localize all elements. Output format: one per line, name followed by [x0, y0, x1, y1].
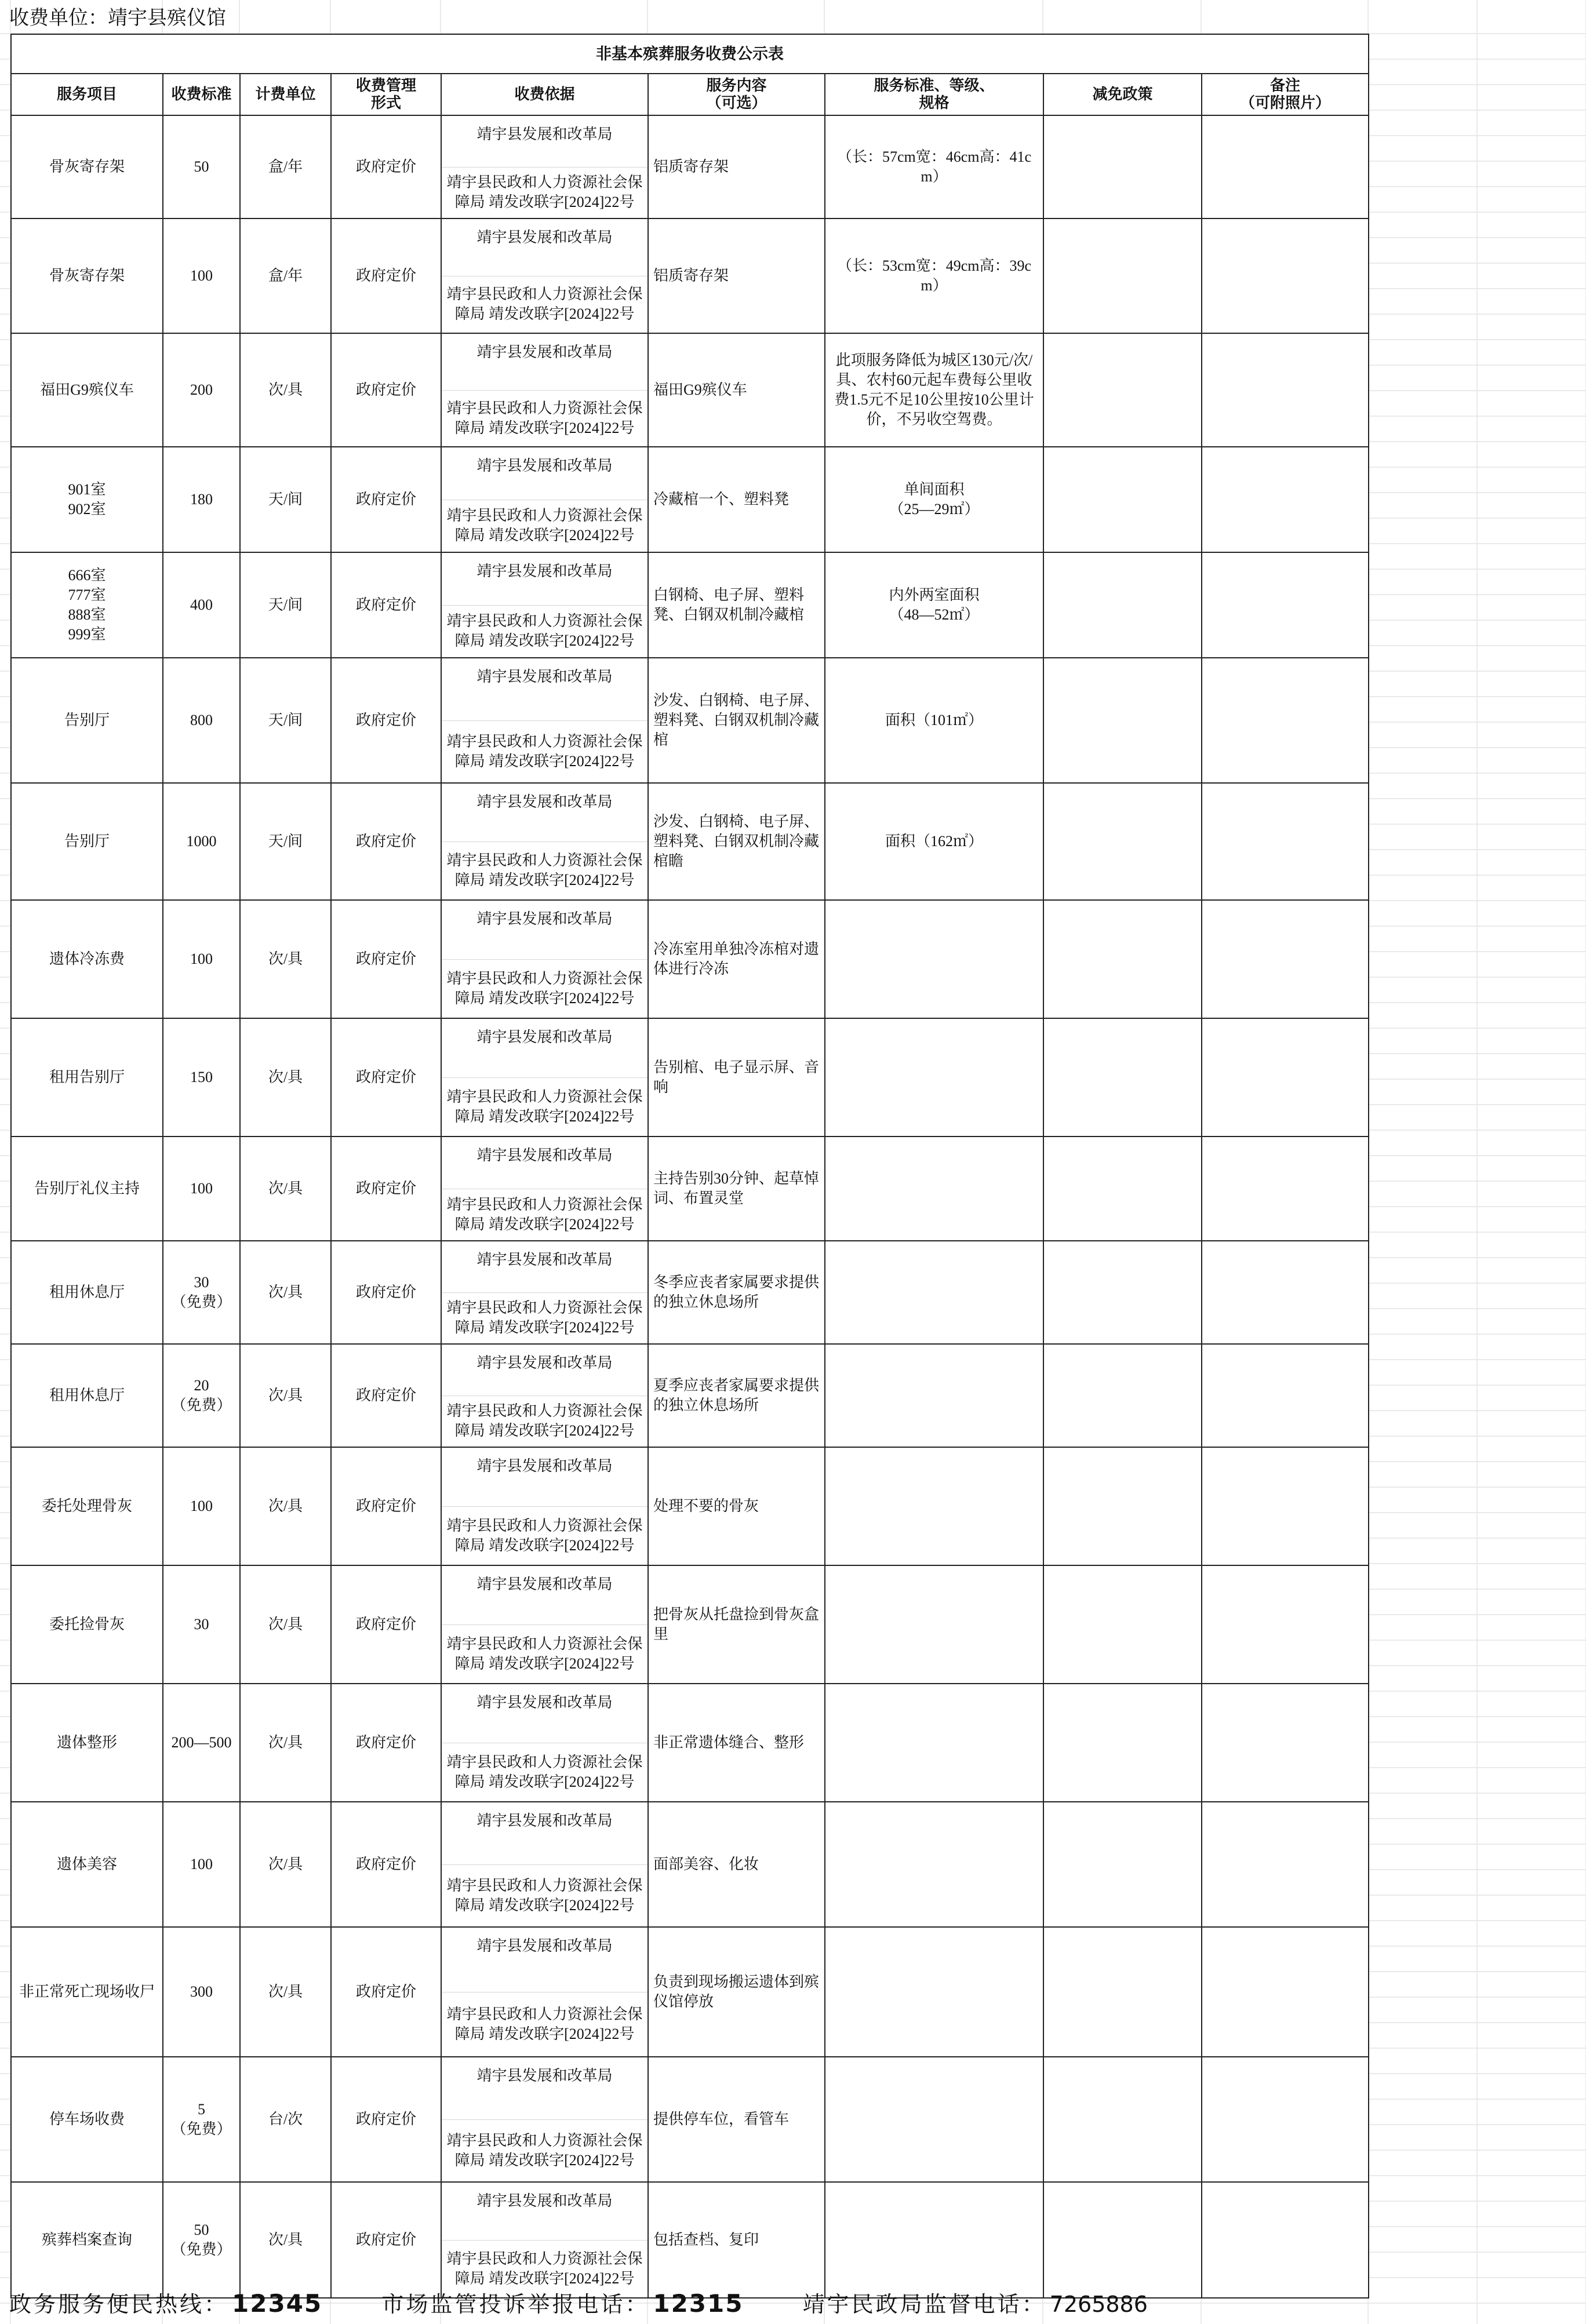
waiver-cell — [1043, 900, 1202, 1018]
header-mgmt-form: 收费管理 形式 — [331, 74, 441, 115]
market-number: 12315 — [653, 2289, 744, 2318]
basis-document: 靖宇县民政和人力资源社会保障局 靖发改联字[2024]22号 — [442, 1992, 648, 2056]
content-cell: 冷藏棺一个、塑料凳 — [648, 447, 825, 552]
price-cell: 300 — [163, 1927, 240, 2057]
basis-document: 靖宇县民政和人力资源社会保障局 靖发改联字[2024]22号 — [442, 1864, 648, 1926]
mgmt-form-cell: 政府定价 — [331, 1565, 441, 1684]
service-item-cell: 租用休息厅 — [11, 1241, 163, 1344]
basis-agency: 靖宇县发展和改革局 — [476, 1147, 613, 1164]
waiver-cell — [1043, 783, 1202, 900]
table-row — [11, 1018, 1369, 1136]
table-row — [11, 2182, 1369, 2298]
basis-cell — [441, 2182, 648, 2298]
service-item-cell: 901室 902室 — [11, 447, 163, 552]
price-cell: 5 （免费） — [163, 2057, 240, 2182]
market-label: 市场监管投诉举报电话： — [381, 2292, 650, 2317]
basis-cell — [441, 1447, 648, 1565]
waiver-cell — [1043, 447, 1202, 552]
basis-document: 靖宇县民政和人力资源社会保障局 靖发改联字[2024]22号 — [442, 390, 648, 446]
unit-cell: 盒/年 — [240, 115, 331, 218]
remark-cell — [1202, 1802, 1369, 1927]
basis-agency: 靖宇县发展和改革局 — [476, 1029, 613, 1046]
service-item-cell: 殡葬档案查询 — [11, 2182, 163, 2298]
content-cell: 告别棺、电子显示屏、音响 — [648, 1018, 825, 1136]
basis-agency: 靖宇县发展和改革局 — [476, 2192, 613, 2209]
basis-cell — [441, 900, 648, 1018]
unit-cell: 次/具 — [240, 1344, 331, 1447]
header-service-item: 服务项目 — [11, 74, 163, 115]
service-item-cell: 委托捡骨灰 — [11, 1565, 163, 1684]
header-content: 服务内容 （可选） — [648, 74, 825, 115]
basis-cell — [441, 1802, 648, 1927]
basis-agency: 靖宇县发展和改革局 — [476, 910, 613, 927]
spec-cell: 内外两室面积 （48—52㎡） — [825, 552, 1043, 658]
table-row — [11, 900, 1369, 1018]
basis-cell — [441, 1344, 648, 1447]
service-item-cell: 骨灰寄存架 — [11, 218, 163, 333]
unit-cell: 次/具 — [240, 1684, 331, 1802]
basis-cell — [441, 2057, 648, 2182]
table-caption: 非基本殡葬服务收费公示表 — [11, 34, 1369, 74]
fee-table — [10, 34, 1369, 2298]
price-cell: 200 — [163, 333, 240, 447]
spec-cell: 面积（101㎡） — [825, 658, 1043, 783]
basis-document: 靖宇县民政和人力资源社会保障局 靖发改联字[2024]22号 — [442, 720, 648, 782]
service-item-cell: 遗体冷冻费 — [11, 900, 163, 1018]
price-cell: 100 — [163, 1136, 240, 1241]
basis-cell — [441, 1241, 648, 1344]
basis-agency: 靖宇县发展和改革局 — [476, 126, 613, 143]
basis-agency: 靖宇县发展和改革局 — [476, 668, 613, 685]
basis-document: 靖宇县民政和人力资源社会保障局 靖发改联字[2024]22号 — [442, 276, 648, 332]
table-row — [11, 1927, 1369, 2057]
remark-cell — [1202, 2182, 1369, 2298]
basis-agency: 靖宇县发展和改革局 — [476, 2067, 613, 2084]
spec-cell: 面积（162㎡） — [825, 783, 1043, 900]
civil-number: 7265886 — [1049, 2292, 1148, 2317]
basis-document: 靖宇县民政和人力资源社会保障局 靖发改联字[2024]22号 — [442, 2119, 648, 2181]
basis-document: 靖宇县民政和人力资源社会保障局 靖发改联字[2024]22号 — [442, 1743, 648, 1801]
waiver-cell — [1043, 115, 1202, 218]
basis-document: 靖宇县民政和人力资源社会保障局 靖发改联字[2024]22号 — [442, 2240, 648, 2297]
remark-cell — [1202, 1136, 1369, 1241]
waiver-cell — [1043, 1447, 1202, 1565]
service-item-cell: 告别厅 — [11, 658, 163, 783]
content-cell: 白钢椅、电子屏、塑料凳、白钢双机制冷藏棺 — [648, 552, 825, 658]
basis-cell — [441, 115, 648, 218]
mgmt-form-cell: 政府定价 — [331, 333, 441, 447]
content-cell: 夏季应丧者家属要求提供的独立休息场所 — [648, 1344, 825, 1447]
spec-cell: （长：53cm宽：49cm高：39cm） — [825, 218, 1043, 333]
basis-cell — [441, 447, 648, 552]
spec-cell — [825, 1447, 1043, 1565]
content-cell: 铝质寄存架 — [648, 115, 825, 218]
waiver-cell — [1043, 2057, 1202, 2182]
basis-cell — [441, 552, 648, 658]
price-cell: 150 — [163, 1018, 240, 1136]
service-item-cell: 非正常死亡现场收尸 — [11, 1927, 163, 2057]
price-cell: 1000 — [163, 783, 240, 900]
remark-cell — [1202, 1018, 1369, 1136]
remark-cell — [1202, 1344, 1369, 1447]
service-item-cell: 告别厅礼仪主持 — [11, 1136, 163, 1241]
basis-document: 靖宇县民政和人力资源社会保障局 靖发改联字[2024]22号 — [442, 1624, 648, 1682]
table-row — [11, 1802, 1369, 1927]
basis-agency: 靖宇县发展和改革局 — [476, 1576, 613, 1593]
basis-agency: 靖宇县发展和改革局 — [476, 457, 613, 474]
header-remark: 备注 （可附照片） — [1202, 74, 1369, 115]
remark-cell — [1202, 1565, 1369, 1684]
unit-cell: 台/次 — [240, 2057, 331, 2182]
price-cell: 100 — [163, 900, 240, 1018]
remark-cell — [1202, 2057, 1369, 2182]
content-cell: 提供停车位，看管车 — [648, 2057, 825, 2182]
unit-cell: 次/具 — [240, 1565, 331, 1684]
content-cell: 沙发、白钢椅、电子屏、塑料凳、白钢双机制冷藏棺 — [648, 658, 825, 783]
service-item-cell: 666室 777室 888室 999室 — [11, 552, 163, 658]
mgmt-form-cell: 政府定价 — [331, 2182, 441, 2298]
content-cell: 沙发、白钢椅、电子屏、塑料凳、白钢双机制冷藏棺瞻 — [648, 783, 825, 900]
basis-cell — [441, 1927, 648, 2057]
basis-agency: 靖宇县发展和改革局 — [476, 563, 613, 580]
remark-cell — [1202, 1447, 1369, 1565]
basis-document: 靖宇县民政和人力资源社会保障局 靖发改联字[2024]22号 — [442, 1189, 648, 1240]
basis-agency: 靖宇县发展和改革局 — [476, 229, 613, 246]
mgmt-form-cell: 政府定价 — [331, 447, 441, 552]
spec-cell — [825, 2057, 1043, 2182]
mgmt-form-cell: 政府定价 — [331, 1447, 441, 1565]
table-row — [11, 115, 1369, 218]
spec-cell — [825, 1802, 1043, 1927]
mgmt-form-cell: 政府定价 — [331, 1802, 441, 1927]
basis-agency: 靖宇县发展和改革局 — [476, 344, 613, 360]
mgmt-form-cell: 政府定价 — [331, 900, 441, 1018]
mgmt-form-cell: 政府定价 — [331, 783, 441, 900]
price-cell: 50 （免费） — [163, 2182, 240, 2298]
waiver-cell — [1043, 1802, 1202, 1927]
service-item-cell: 遗体美容 — [11, 1802, 163, 1927]
unit-cell: 次/具 — [240, 1802, 331, 1927]
content-cell: 负责到现场搬运遗体到殡仪馆停放 — [648, 1927, 825, 2057]
basis-cell — [441, 1136, 648, 1241]
basis-agency: 靖宇县发展和改革局 — [476, 1251, 613, 1268]
remark-cell — [1202, 900, 1369, 1018]
unit-cell: 次/具 — [240, 2182, 331, 2298]
spec-cell: 此项服务降低为城区130元/次/具、农村60元起车费每公里收费1.5元不足10公里按10公里计价，不另收空驾费。 — [825, 333, 1043, 447]
service-item-cell: 骨灰寄存架 — [11, 115, 163, 218]
basis-document: 靖宇县民政和人力资源社会保障局 靖发改联字[2024]22号 — [442, 1506, 648, 1564]
spec-cell — [825, 900, 1043, 1018]
table-row — [11, 1684, 1369, 1802]
remark-cell — [1202, 1241, 1369, 1344]
price-cell: 800 — [163, 658, 240, 783]
service-item-cell: 告别厅 — [11, 783, 163, 900]
waiver-cell — [1043, 658, 1202, 783]
mgmt-form-cell: 政府定价 — [331, 2057, 441, 2182]
basis-document: 靖宇县民政和人力资源社会保障局 靖发改联字[2024]22号 — [442, 167, 648, 217]
spec-cell — [825, 1684, 1043, 1802]
header-spec: 服务标准、等级、 规格 — [825, 74, 1043, 115]
table-row — [11, 333, 1369, 447]
waiver-cell — [1043, 1344, 1202, 1447]
header-price: 收费标准 — [163, 74, 240, 115]
unit-cell: 次/具 — [240, 1241, 331, 1344]
content-cell: 包括查档、复印 — [648, 2182, 825, 2298]
mgmt-form-cell: 政府定价 — [331, 658, 441, 783]
basis-agency: 靖宇县发展和改革局 — [476, 1458, 613, 1474]
waiver-cell — [1043, 1927, 1202, 2057]
mgmt-form-cell: 政府定价 — [331, 1927, 441, 2057]
mgmt-form-cell: 政府定价 — [331, 115, 441, 218]
table-row — [11, 658, 1369, 783]
remark-cell — [1202, 115, 1369, 218]
table-row — [11, 218, 1369, 333]
table-row — [11, 2057, 1369, 2182]
mgmt-form-cell: 政府定价 — [331, 218, 441, 333]
spec-cell: 单间面积 （25—29㎡） — [825, 447, 1043, 552]
civil-label: 靖宇民政局监督电话： — [802, 2292, 1046, 2317]
waiver-cell — [1043, 1684, 1202, 1802]
unit-cell: 次/具 — [240, 333, 331, 447]
price-cell: 400 — [163, 552, 240, 658]
service-item-cell: 福田G9殡仪车 — [11, 333, 163, 447]
basis-cell — [441, 333, 648, 447]
mgmt-form-cell: 政府定价 — [331, 1018, 441, 1136]
spec-cell — [825, 1241, 1043, 1344]
unit-cell: 次/具 — [240, 1447, 331, 1565]
header-basis: 收费依据 — [441, 74, 648, 115]
content-cell: 把骨灰从托盘捡到骨灰盒里 — [648, 1565, 825, 1684]
table-row — [11, 1447, 1369, 1565]
basis-document: 靖宇县民政和人力资源社会保障局 靖发改联字[2024]22号 — [442, 1077, 648, 1135]
waiver-cell — [1043, 1565, 1202, 1684]
table-row — [11, 1344, 1369, 1447]
content-cell: 处理不要的骨灰 — [648, 1447, 825, 1565]
waiver-cell — [1043, 333, 1202, 447]
spec-cell — [825, 2182, 1043, 2298]
basis-agency: 靖宇县发展和改革局 — [476, 1694, 613, 1711]
basis-agency: 靖宇县发展和改革局 — [476, 793, 613, 810]
basis-agency: 靖宇县发展和改革局 — [476, 1354, 613, 1371]
basis-cell — [441, 1018, 648, 1136]
waiver-cell — [1043, 1136, 1202, 1241]
waiver-cell — [1043, 2182, 1202, 2298]
content-cell: 非正常遗体缝合、整形 — [648, 1684, 825, 1802]
mgmt-form-cell: 政府定价 — [331, 1136, 441, 1241]
spec-cell — [825, 1565, 1043, 1684]
basis-document: 靖宇县民政和人力资源社会保障局 靖发改联字[2024]22号 — [442, 959, 648, 1017]
table-row — [11, 1136, 1369, 1241]
spec-cell — [825, 1927, 1043, 2057]
unit-cell: 次/具 — [240, 1018, 331, 1136]
unit-cell: 次/具 — [240, 1927, 331, 2057]
remark-cell — [1202, 333, 1369, 447]
price-cell: 100 — [163, 1802, 240, 1927]
remark-cell — [1202, 1684, 1369, 1802]
content-cell: 面部美容、化妆 — [648, 1802, 825, 1927]
basis-cell — [441, 658, 648, 783]
service-item-cell: 委托处理骨灰 — [11, 1447, 163, 1565]
unit-cell: 天/间 — [240, 783, 331, 900]
table-row — [11, 1565, 1369, 1684]
remark-cell — [1202, 218, 1369, 333]
price-cell: 100 — [163, 218, 240, 333]
basis-document: 靖宇县民政和人力资源社会保障局 靖发改联字[2024]22号 — [442, 605, 648, 657]
basis-document: 靖宇县民政和人力资源社会保障局 靖发改联字[2024]22号 — [442, 842, 648, 899]
header-unit: 计费单位 — [240, 74, 331, 115]
spec-cell: （长：57cm宽：46cm高：41cm） — [825, 115, 1043, 218]
remark-cell — [1202, 447, 1369, 552]
table-row — [11, 783, 1369, 900]
hotline-number: 12345 — [232, 2289, 323, 2318]
waiver-cell — [1043, 218, 1202, 333]
price-cell: 100 — [163, 1447, 240, 1565]
mgmt-form-cell: 政府定价 — [331, 552, 441, 658]
price-cell: 50 — [163, 115, 240, 218]
remark-cell — [1202, 658, 1369, 783]
price-cell: 20 （免费） — [163, 1344, 240, 1447]
basis-agency: 靖宇县发展和改革局 — [476, 1812, 613, 1829]
content-cell: 冬季应丧者家属要求提供的独立休息场所 — [648, 1241, 825, 1344]
service-item-cell: 遗体整形 — [11, 1684, 163, 1802]
remark-cell — [1202, 783, 1369, 900]
content-cell: 冷冻室用单独冷冻棺对遗体进行冷冻 — [648, 900, 825, 1018]
price-cell: 30 （免费） — [163, 1241, 240, 1344]
basis-cell — [441, 218, 648, 333]
waiver-cell — [1043, 552, 1202, 658]
basis-document: 靖宇县民政和人力资源社会保障局 靖发改联字[2024]22号 — [442, 1292, 648, 1343]
service-item-cell: 停车场收费 — [11, 2057, 163, 2182]
remark-cell — [1202, 552, 1369, 658]
hotline-label: 政务服务便民热线： — [9, 2292, 229, 2317]
footer-contacts — [9, 2288, 1148, 2319]
unit-cell: 天/间 — [240, 658, 331, 783]
fee-unit-label: 收费单位：靖宇县殡仪馆 — [9, 8, 226, 29]
mgmt-form-cell: 政府定价 — [331, 1241, 441, 1344]
spec-cell — [825, 1018, 1043, 1136]
content-cell: 福田G9殡仪车 — [648, 333, 825, 447]
basis-cell — [441, 783, 648, 900]
basis-agency: 靖宇县发展和改革局 — [476, 1937, 613, 1954]
mgmt-form-cell: 政府定价 — [331, 1684, 441, 1802]
unit-cell: 次/具 — [240, 900, 331, 1018]
remark-cell — [1202, 1927, 1369, 2057]
price-cell: 200—500 — [163, 1684, 240, 1802]
table-row — [11, 1241, 1369, 1344]
service-item-cell: 租用告别厅 — [11, 1018, 163, 1136]
unit-cell: 天/间 — [240, 552, 331, 658]
basis-document: 靖宇县民政和人力资源社会保障局 靖发改联字[2024]22号 — [442, 500, 648, 551]
unit-cell: 天/间 — [240, 447, 331, 552]
spec-cell — [825, 1136, 1043, 1241]
price-cell: 30 — [163, 1565, 240, 1684]
service-item-cell: 租用休息厅 — [11, 1344, 163, 1447]
unit-cell: 次/具 — [240, 1136, 331, 1241]
basis-cell — [441, 1684, 648, 1802]
waiver-cell — [1043, 1018, 1202, 1136]
content-cell: 主持告别30分钟、起草悼词、布置灵堂 — [648, 1136, 825, 1241]
basis-document: 靖宇县民政和人力资源社会保障局 靖发改联字[2024]22号 — [442, 1396, 648, 1446]
basis-cell — [441, 1565, 648, 1684]
table-row — [11, 447, 1369, 552]
unit-cell: 盒/年 — [240, 218, 331, 333]
header-waiver: 减免政策 — [1043, 74, 1202, 115]
price-cell: 180 — [163, 447, 240, 552]
waiver-cell — [1043, 1241, 1202, 1344]
content-cell: 铝质寄存架 — [648, 218, 825, 333]
table-row — [11, 552, 1369, 658]
mgmt-form-cell: 政府定价 — [331, 1344, 441, 1447]
spec-cell — [825, 1344, 1043, 1447]
